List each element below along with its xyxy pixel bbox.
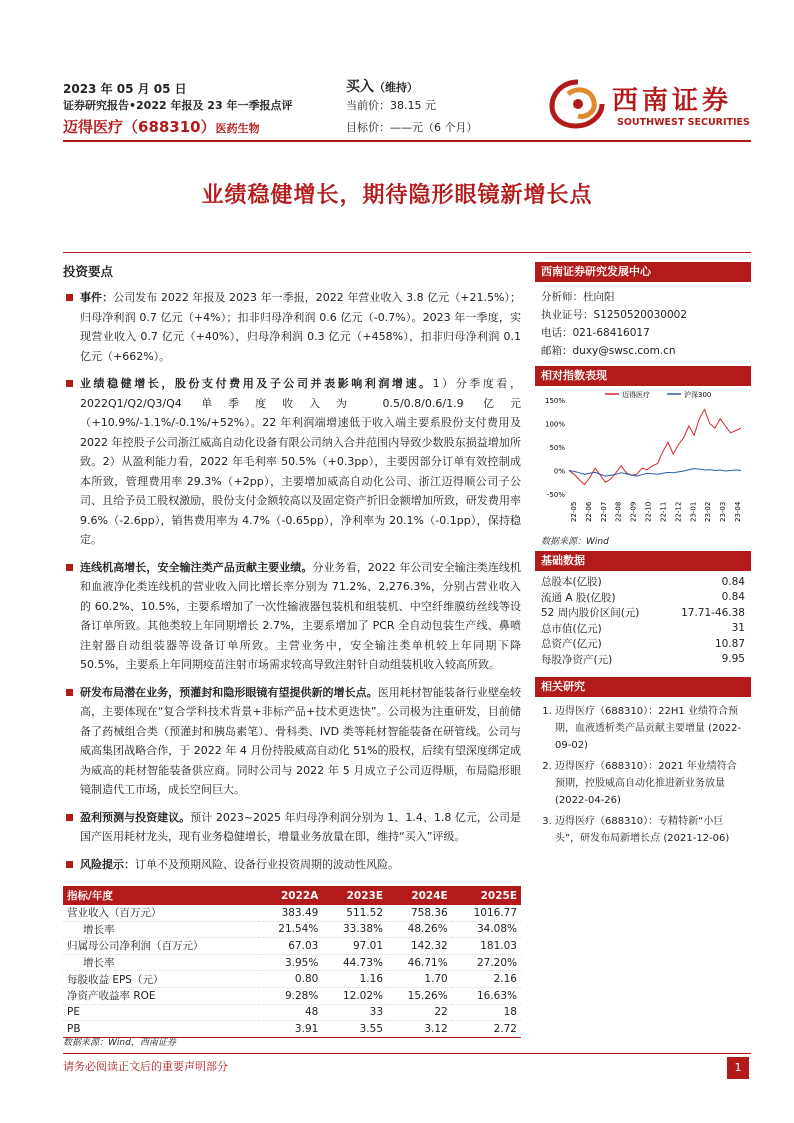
page-number: 1 <box>727 1057 749 1079</box>
x-tick-label: 22-06 <box>584 501 593 522</box>
table-row <box>63 1004 521 1021</box>
related-research-header: 相关研究 <box>535 677 751 697</box>
table-cell: 3.95% <box>258 954 323 971</box>
table-cell: 18 <box>452 1004 521 1021</box>
table-cell: 1.70 <box>387 971 452 988</box>
table-row <box>63 954 521 971</box>
rating-note: （维持） <box>374 81 418 94</box>
basic-data-value: 0.84 <box>721 575 745 588</box>
performance-header: 相对指数表现 <box>535 366 751 386</box>
table-cell: 48.26% <box>387 921 452 938</box>
table-cell: 27.20% <box>452 954 521 971</box>
row-label: 增长率 <box>63 921 258 938</box>
basic-data-row <box>535 636 751 652</box>
table-cell: 33 <box>322 1004 387 1021</box>
report-date: 2023 年 05 月 05 日 <box>63 82 187 96</box>
footer-divider <box>63 1053 751 1054</box>
table-cell: 9.28% <box>258 987 323 1004</box>
related-research-item[interactable]: 1. 迈得医疗（688310）：22H1 业绩符合预期，血液透析类产品贡献主要增量 (2022-09-02) <box>555 703 745 754</box>
x-tick-label: 23-02 <box>704 501 713 522</box>
related-research-item[interactable]: 2. 迈得医疗（688310）：2021 年业绩符合预期，控股威高自动化推进新业务放量 (2022-04-26) <box>555 758 745 809</box>
table-cell: 44.73% <box>322 954 387 971</box>
table-cell: 142.32 <box>387 938 452 955</box>
basic-data-row <box>535 652 751 668</box>
logo-emblem-icon <box>548 76 608 130</box>
table-header-cell: 指标/年度 <box>63 886 258 905</box>
footer-disclaimer[interactable]: 请务必阅读正文后的重要声明部分 <box>63 1060 228 1073</box>
current-price: 当前价：38.15 元 <box>346 99 436 112</box>
table-header-row <box>63 886 521 905</box>
basic-data-value: 0.84 <box>721 591 745 604</box>
table-header-cell: 2025E <box>452 886 521 905</box>
table-cell: 12.02% <box>322 987 387 1004</box>
basic-data-label: 52 周内股价区间(元) <box>541 607 640 620</box>
bullet-risk: 风险提示：订单不及预期风险、设备行业投资周期的波动性风险。 <box>63 855 521 875</box>
basic-data-label: 总市值(亿元) <box>541 622 602 635</box>
industry-label: 医药生物 <box>215 122 260 135</box>
series-line-0 <box>569 409 741 484</box>
table-source: 数据来源：Wind，西南证券 <box>63 1038 176 1048</box>
table-cell: 3.12 <box>387 1021 452 1038</box>
analyst-info <box>535 282 751 366</box>
basic-data-value: 9.95 <box>721 653 745 666</box>
table-cell: 16.63% <box>452 987 521 1004</box>
y-tick-label: -50% <box>546 491 565 499</box>
investment-summary <box>63 262 521 882</box>
legend-label: 沪深300 <box>684 391 712 399</box>
sidebar <box>535 262 751 851</box>
basic-data-label: 每股净资产(元) <box>541 653 613 666</box>
research-center-header: 西南证券研究发展中心 <box>535 262 751 282</box>
table-row <box>63 938 521 955</box>
legend-label: 迈得医疗 <box>622 391 650 399</box>
summary-heading: 投资要点 <box>63 264 114 279</box>
logo-text: 西南证券 <box>612 86 733 116</box>
row-label: PB <box>63 1021 258 1038</box>
relative-performance-chart <box>535 386 751 526</box>
row-label: PE <box>63 1004 258 1021</box>
basic-data-row <box>535 605 751 621</box>
bullet-business: 连线机高增长，安全输注类产品贡献主要业绩。分业务看，2022 年公司安全输注类连线机和血液净化类连线机的营业收入同比增长率分别为 71.2%、2,276.3%，分别占营业收入的 60.2%、10.5%，主要系增加了一次性输液器包装机和组装机、中空纤维膜纺丝线等设备订单所致。其他类较上年同期增长 2.7%，主要系增加了 PCR 全自动包装生产线、鼻喷注射器自动组装器等设备订单所致。主营业务中，安全输注类单机较上年同期下降 50.5%，主要系上年同期疫苗注射市场需求较高导致注射针自动组装机收入较高所致。 <box>63 558 521 675</box>
basic-data-value: 17.71-46.38 <box>681 606 745 619</box>
table-cell: 48 <box>258 1004 323 1021</box>
table-cell: 2.72 <box>452 1021 521 1038</box>
table-row <box>63 905 521 921</box>
x-tick-label: 23-03 <box>719 501 728 522</box>
analyst-email[interactable]: 邮箱：duxy@swsc.com.cn <box>541 345 676 357</box>
table-cell: 2.16 <box>452 971 521 988</box>
company-name: 迈得医疗（688310） <box>63 118 216 136</box>
x-tick-label: 22-10 <box>644 501 653 522</box>
table-cell: 97.01 <box>322 938 387 955</box>
basic-data-row <box>535 574 751 590</box>
target-price: 目标价：——元（6 个月） <box>346 121 478 134</box>
table-cell: 1016.77 <box>452 905 521 921</box>
bullet-event: 事件：公司发布 2022 年报及 2023 年一季报，2022 年营业收入 3.8 亿元（+21.5%）；归母净利润 0.7 亿元（+4%）；扣非归母净利润 0.6 亿元（-0.7%）。2023 年一季度，实现营业收入 0.7 亿元（+40%），归母净利润 0.3 亿元（+458%），扣非归母净利润 0.1 亿元（+662%）。 <box>63 288 521 366</box>
table-cell: 34.08% <box>452 921 521 938</box>
table-cell: 21.54% <box>258 921 323 938</box>
bullet-rnd: 研发布局潜在业务，预灌封和隐形眼镜有望提供新的增长点。医用耗材智能装备行业壁垒较高，主要体现在“复合学科技术背景+非标产品+技术更迭快”。公司极为注重研发，目前储备了药械组合类（预灌封和胰岛素笔）、骨科类、IVD 类等耗材智能装备在研管线。公司与威高集团战略合作，于 2022 年 4 月份持股威高自动化 51%的股权，后续有望深度绑定成为威高的耗材智能装备供应商。同时公司与 2022 年 5 月成立子公司迈得顺，布局隐形眼镜制造代工市场，成长空间巨大。 <box>63 683 521 800</box>
row-label: 增长率 <box>63 954 258 971</box>
x-tick-label: 22-05 <box>570 501 578 522</box>
basic-data-row <box>535 621 751 637</box>
table-row <box>63 987 521 1004</box>
header-divider <box>63 140 751 142</box>
financial-table-container <box>63 886 521 1038</box>
chart-source: 数据来源：Wind <box>541 537 609 547</box>
related-research-item[interactable]: 3. 迈得医疗（688310）：专精特新“小巨头”，研发布局新增长点 (2021-12-06) <box>555 813 745 847</box>
basic-data-label: 流通 A 股(亿股) <box>541 591 616 604</box>
x-tick-label: 22-09 <box>629 501 638 522</box>
x-tick-label: 22-12 <box>674 501 683 522</box>
table-cell: 33.38% <box>322 921 387 938</box>
analyst-phone: 电话：021-68416017 <box>541 327 650 339</box>
y-tick-label: 0% <box>553 467 565 476</box>
table-header-cell: 2024E <box>387 886 452 905</box>
bullet-forecast: 盈利预测与投资建议。预计 2023~2025 年归母净利润分别为 1、1.4、1.8 亿元，公司是国产医用耗材龙头，现有业务稳健增长，增量业务放量在即，维持“买入”评级。 <box>63 808 521 847</box>
analyst-license: 执业证号：S1250520030002 <box>541 309 688 321</box>
y-tick-label: 100% <box>544 420 565 429</box>
company-line <box>63 116 260 137</box>
row-label: 每股收益 EPS（元） <box>63 971 258 988</box>
basic-data-header: 基础数据 <box>535 551 751 571</box>
basic-data-row <box>535 590 751 606</box>
row-label: 净资产收益率 ROE <box>63 987 258 1004</box>
table-cell: 46.71% <box>387 954 452 971</box>
basic-data-label: 总股本(亿股) <box>541 576 602 589</box>
y-tick-label: 50% <box>549 444 565 452</box>
bullet-performance: 业绩稳健增长，股份支付费用及子公司并表影响利润增速。1）分季度看，2022Q1/Q2/Q3/Q4 单季度收入为 0.5/0.8/0.6/1.9 亿元（+10.9%/-1.1%/-0.1%/+52%）。22 年利润端增速低于收入端主要系股份支付费用及 2022 年控股子公司浙江威高自动化设备有限公司纳入合并范围内导致少数股东损益增加所致。2）从盈利能力看，2022 年毛利率 50.5%（+0.3pp），主要因部分订单有效控制成本所致，管理费用率 29.3%（+2pp），主要增加威高自动化公司、浙江迈得顺公司子公司、且给予员工股权激励，股份支付金额较高以及固定资产折旧金额增加所致，研发费用率 9.6%（-2.6pp），销售费用率为 4.7%（-0.65pp），净利率为 20.1%（-0.1pp），保持稳定。 <box>63 374 521 550</box>
basic-data-value: 10.87 <box>714 637 745 650</box>
related-research <box>535 697 751 847</box>
table-cell: 383.49 <box>258 905 323 921</box>
table-cell: 22 <box>387 1004 452 1021</box>
x-tick-label: 23-04 <box>734 501 742 522</box>
x-tick-label: 22-11 <box>659 501 668 522</box>
table-cell: 15.26% <box>387 987 452 1004</box>
logo-text-en: SOUTHWEST SECURITIES <box>617 117 750 128</box>
table-row <box>63 921 521 938</box>
basic-data-table <box>535 574 751 667</box>
x-tick-label: 22-07 <box>599 501 608 522</box>
financial-forecast-table <box>63 886 521 1038</box>
rating <box>346 76 418 96</box>
table-cell: 511.52 <box>322 905 387 921</box>
y-tick-label: 150% <box>544 397 565 405</box>
table-cell: 181.03 <box>452 938 521 955</box>
table-header-cell: 2022A <box>258 886 323 905</box>
basic-data-value: 31 <box>731 622 745 635</box>
rating-value: 买入 <box>346 79 374 95</box>
report-type: 证券研究报告•2022 年报及 23 年一季报点评 <box>63 99 293 112</box>
x-tick-label: 22-08 <box>614 501 623 522</box>
row-label: 营业收入（百万元） <box>63 905 258 921</box>
report-title: 业绩稳健增长，期待隐形眼镜新增长点 <box>201 183 593 208</box>
row-label: 归属母公司净利润（百万元） <box>63 938 258 955</box>
table-header-cell: 2023E <box>322 886 387 905</box>
table-cell: 1.16 <box>322 971 387 988</box>
table-cell: 67.03 <box>258 938 323 955</box>
table-cell: 0.80 <box>258 971 323 988</box>
x-tick-label: 23-01 <box>689 501 698 522</box>
table-cell: 758.36 <box>387 905 452 921</box>
table-cell: 3.55 <box>322 1021 387 1038</box>
table-cell: 3.91 <box>258 1021 323 1038</box>
title-divider <box>63 252 751 253</box>
basic-data-label: 总资产(亿元) <box>541 638 602 651</box>
analyst-name: 分析师：杜向阳 <box>541 291 615 303</box>
table-row <box>63 971 521 988</box>
